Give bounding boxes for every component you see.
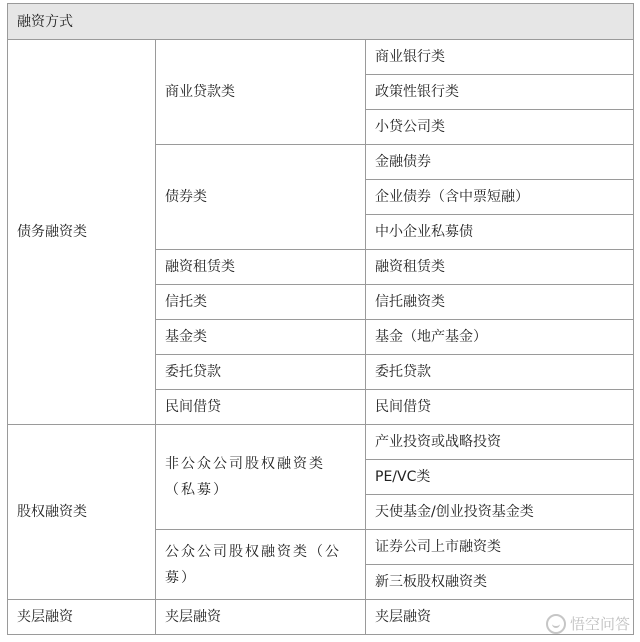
subcategory-cell: 民间借贷 bbox=[156, 390, 366, 425]
detail-cell: 证券公司上市融资类 bbox=[366, 530, 634, 565]
detail-cell: 民间借贷 bbox=[366, 390, 634, 425]
detail-cell: 产业投资或战略投资 bbox=[366, 425, 634, 460]
table-row bbox=[8, 600, 634, 635]
detail-cell: PE/VC类 bbox=[366, 460, 634, 495]
table-row bbox=[8, 425, 634, 460]
subcategory-mezzanine: 夹层融资 bbox=[156, 600, 366, 635]
detail-cell: 新三板股权融资类 bbox=[366, 565, 634, 600]
category-debt: 债务融资类 bbox=[8, 40, 156, 425]
subcategory-cell: 信托类 bbox=[156, 285, 366, 320]
detail-cell: 信托融资类 bbox=[366, 285, 634, 320]
table-row bbox=[8, 40, 634, 75]
category-mezzanine: 夹层融资 bbox=[8, 600, 156, 635]
detail-cell: 夹层融资 bbox=[366, 600, 634, 635]
detail-cell: 企业债券（含中票短融） bbox=[366, 180, 634, 215]
subcategory-public-equity: 公众公司股权融资类（公募） bbox=[156, 530, 366, 600]
table-header-row bbox=[8, 4, 634, 40]
financing-methods-table bbox=[7, 3, 634, 635]
detail-cell: 基金（地产基金） bbox=[366, 320, 634, 355]
subcategory-cell: 委托贷款 bbox=[156, 355, 366, 390]
detail-cell: 融资租赁类 bbox=[366, 250, 634, 285]
subcategory-cell: 融资租赁类 bbox=[156, 250, 366, 285]
detail-cell: 小贷公司类 bbox=[366, 110, 634, 145]
subcategory-commercial-loans: 商业贷款类 bbox=[156, 40, 366, 145]
detail-cell: 委托贷款 bbox=[366, 355, 634, 390]
table-header: 融资方式 bbox=[8, 4, 634, 40]
detail-cell: 天使基金/创业投资基金类 bbox=[366, 495, 634, 530]
detail-cell: 政策性银行类 bbox=[366, 75, 634, 110]
watermark-text: 悟空问答 bbox=[569, 615, 630, 633]
detail-cell: 中小企业私募债 bbox=[366, 215, 634, 250]
subcategory-bonds: 债券类 bbox=[156, 145, 366, 250]
detail-cell: 商业银行类 bbox=[366, 40, 634, 75]
category-equity: 股权融资类 bbox=[8, 425, 156, 600]
subcategory-private-equity: 非公众公司股权融资类（私募） bbox=[156, 425, 366, 530]
detail-cell: 金融债券 bbox=[366, 145, 634, 180]
subcategory-cell: 基金类 bbox=[156, 320, 366, 355]
